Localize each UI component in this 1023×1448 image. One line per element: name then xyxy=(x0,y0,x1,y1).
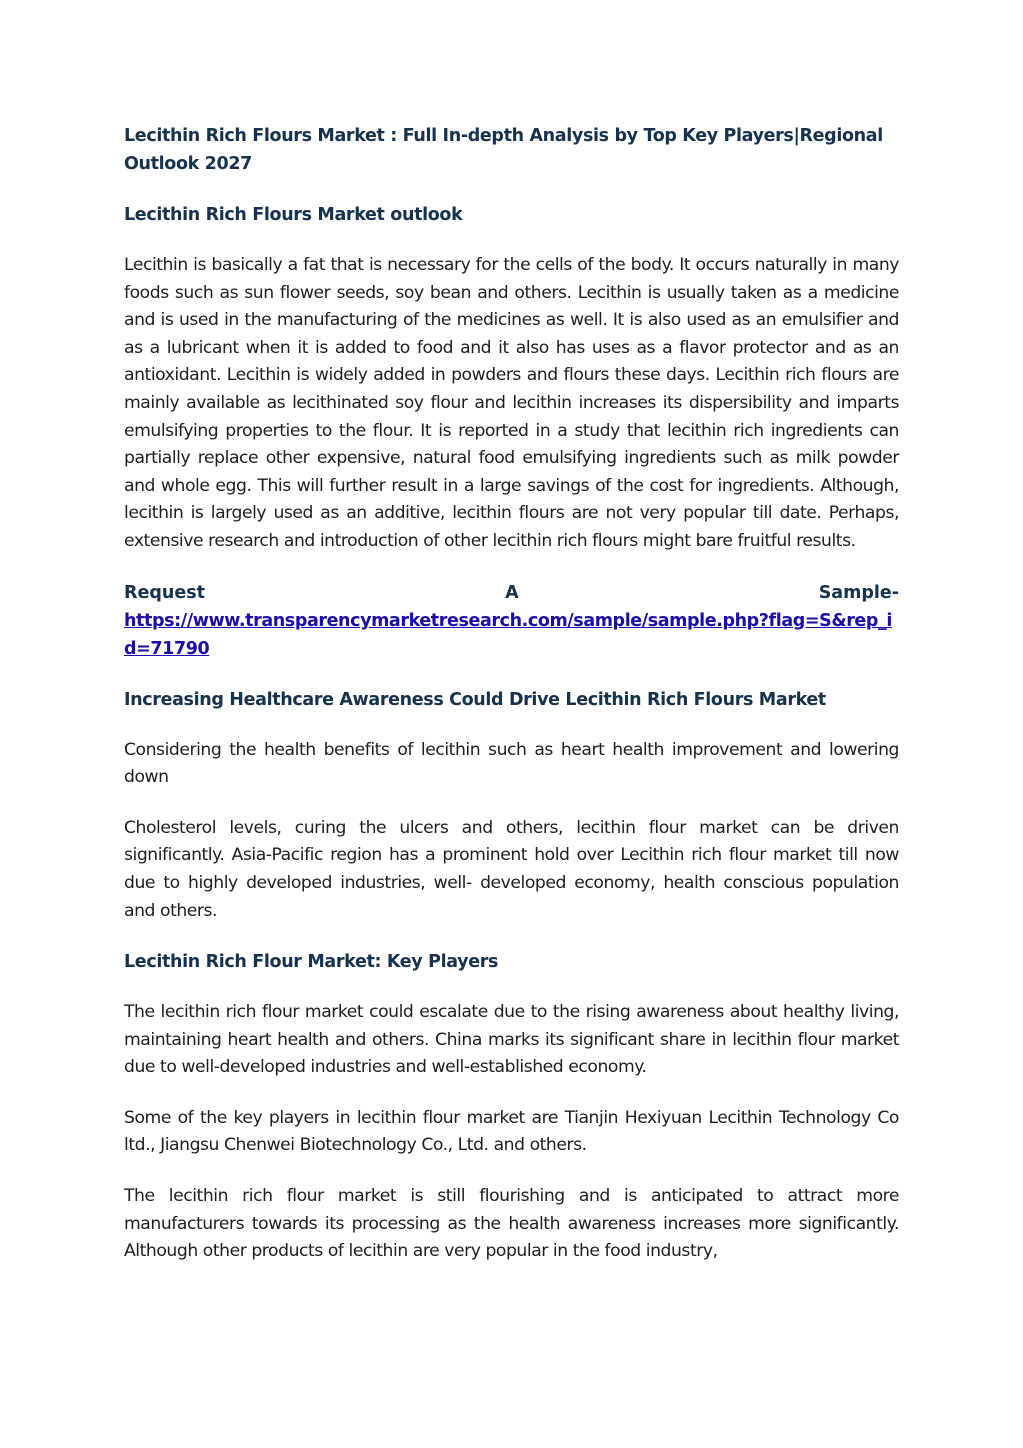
paragraph-healthcare-2: Cholesterol levels, curing the ulcers and others, lecithin flour market can be driven significantly. Asia-Pacific region has a prominent hold over Lecithin rich flour market till now due to highly developed industries, well- developed economy, health conscious population and others. xyxy=(124,817,899,921)
paragraph-players-2: Some of the key players in lecithin flour market are Tianjin Hexiyuan Lecithin Technology Co ltd., Jiangsu Chenwei Biotechnology Co., Ltd. and others. xyxy=(124,1107,899,1156)
document-title: Lecithin Rich Flours Market : Full In-depth Analysis by Top Key Players|Regional Outlook 2027 xyxy=(124,126,883,174)
request-word-sample: Sample- xyxy=(818,582,899,603)
section-heading-outlook: Lecithin Rich Flours Market outlook xyxy=(124,205,463,225)
paragraph-players-3: The lecithin rich flour market is still flourishing and is anticipated to attract more manufacturers towards its processing as the health awareness increases more significantly. Although other products of lecithin are very popular in the food industry, xyxy=(124,1186,899,1262)
request-sample-label xyxy=(124,579,899,607)
paragraph-healthcare-1: Considering the health benefits of lecithin such as heart health improvement and lowering down xyxy=(124,739,899,788)
request-sample-block xyxy=(124,579,899,663)
sample-request-link[interactable]: https://www.transparencymarketresearch.com/sample/sample.php?flag=S&rep_id=71790 xyxy=(124,610,892,659)
request-word: Request xyxy=(124,582,205,603)
request-word-a: A xyxy=(505,582,519,603)
paragraph-outlook: Lecithin is basically a fat that is necessary for the cells of the body. It occurs naturally in many foods such as sun flower seeds, soy bean and others. Lecithin is usually taken as a medicine and is used in the manufacturing of the medicines as well. It is also used as an emulsifier and as a lubricant when it is added to food and it also has uses as a flavor protector and as an antioxidant. Lecithin is widely added in powders and flours these days. Lecithin rich flours are mainly available as lecithinated soy flour and lecithin increases its dispersibility and imparts emulsifying properties to the flour. It is reported in a study that lecithin rich ingredients can partially replace other expensive, natural food emulsifying ingredients such as milk powder and whole egg. This will further result in a large savings of the cost for ingredients. Although, lecithin is largely used as an additive, lecithin flours are not very popular till date. Perhaps, extensive research and introduction of other lecithin rich flours might bare fruitful results. xyxy=(124,255,899,551)
paragraph-players-1: The lecithin rich flour market could escalate due to the rising awareness about healthy living, maintaining heart health and others. China marks its significant share in lecithin flour market due to well-developed industries and well-established economy. xyxy=(124,1002,899,1078)
section-heading-key-players: Lecithin Rich Flour Market: Key Players xyxy=(124,952,499,973)
section-heading-healthcare: Increasing Healthcare Awareness Could Drive Lecithin Rich Flours Market xyxy=(124,689,826,710)
document-page xyxy=(124,122,899,1289)
